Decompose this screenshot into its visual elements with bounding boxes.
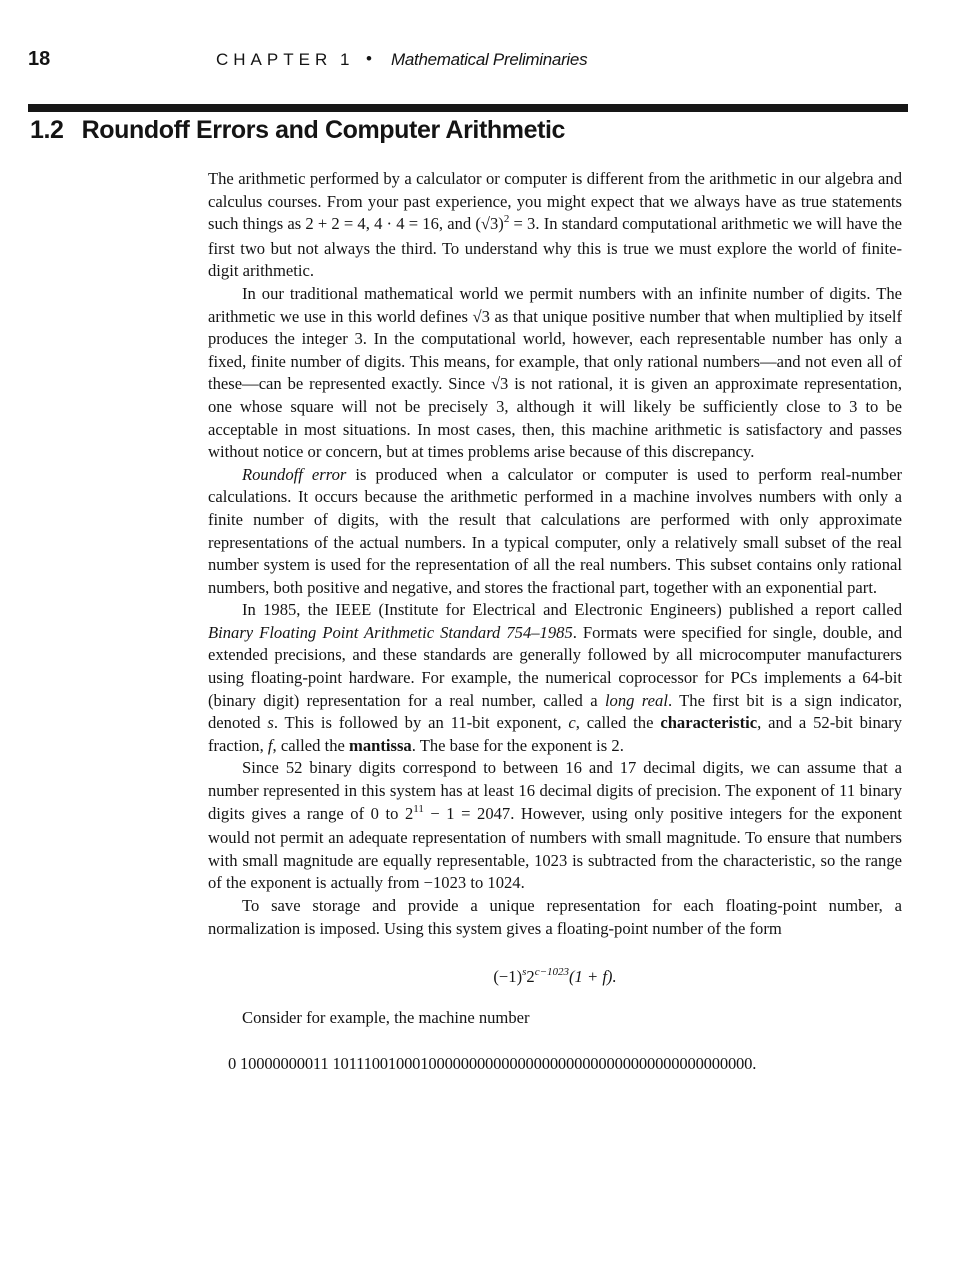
paragraph-4-text-c: . The first bit is a sign indicator, denoted: [208, 690, 902, 733]
paragraph-3: [208, 464, 902, 600]
formula-exponent: c−1023: [534, 966, 569, 979]
paragraph-5-text-a: Since 52 binary digits correspond to between 16 and 17 decimal digits, we can assume that a number represented in this system has at least 16 decimal digits of precision. The exponent of 11 binary digits gives a range of 0 to 2: [208, 758, 902, 823]
paragraph-4-text-g: , called the: [272, 735, 350, 755]
paragraph-7: Consider for example, the machine number: [242, 1007, 530, 1027]
page-number: 18: [28, 48, 51, 70]
term-roundoff-error: Roundoff error: [242, 464, 347, 484]
formula-base: (−1): [493, 967, 523, 987]
var-c: c: [568, 713, 576, 733]
chapter-number: 1: [340, 50, 350, 69]
paragraph-1: [208, 168, 902, 283]
term-characteristic: characteristic: [660, 713, 758, 733]
paragraph-1-text-b: = 3. In standard computational arithmetic we will have the first two but not always the third. To understand why this is true we must explore the world of finite-digit arithmetic.: [208, 214, 902, 281]
chapter-title: Mathematical Preliminaries: [391, 50, 588, 69]
normalized-form-formula: [208, 966, 902, 991]
chapter-label: CHAPTER: [216, 50, 333, 69]
section-heading: [30, 116, 565, 145]
formula-sign-exponent: s: [522, 966, 527, 979]
paragraph-5: [208, 757, 902, 895]
superscript: 2: [503, 213, 510, 226]
term-long-real: long real: [604, 690, 668, 710]
term-mantissa: mantissa: [349, 735, 412, 755]
paragraph-3-text: is produced when a calculator or computer is used to perform real-number calculations. It occurs because the arithmetic performed in a machine involves numbers with only a finite number of digits, with the result that calculations are performed with only approximate representations of the actual numbers. In a typical computer, only a relatively small subset of the real number system is used for the representation of all the real numbers. This subset contains only rational numbers, both positive and negative, and stores the fractional part, together with an exponential part.: [208, 464, 902, 597]
var-f: f: [267, 735, 273, 755]
formula-two: 2: [526, 967, 535, 987]
paragraph-4-text-a: In 1985, the IEEE (Institute for Electrical and Electronic Engineers) published a report called: [242, 600, 902, 620]
paragraph-4-text-b: . Formats were specified for single, double, and extended precisions, and these standards are generally followed by all microcomputer manufacturers using floating-point hardware. For example, the numerical coprocessor for PCs implements a 64-bit (binary digit) representation for a real number, called a: [208, 622, 902, 710]
section-number: 1.2: [30, 116, 64, 144]
body-text: [208, 168, 902, 1076]
paragraph-4: [208, 599, 902, 757]
paragraph-4-text-d: . This is followed by an 11-bit exponent,: [273, 713, 569, 733]
section-rule: [28, 104, 908, 112]
paragraph-4-text-e: , called the: [575, 713, 661, 733]
standard-title: Binary Floating Point Arithmetic Standard 754–1985: [208, 622, 573, 642]
superscript: 11: [413, 802, 424, 815]
paragraph-1-text-a: The arithmetic performed by a calculator or computer is different from the arithmetic in our algebra and calculus courses. From your past experience, you might expect that we always have as true statements such things as 2 + 2 = 4, 4 · 4 = 16, and (√3): [208, 169, 902, 234]
formula-tail: (1 + f).: [569, 967, 617, 987]
paragraph-4-text-h: . The base for the exponent is 2.: [411, 735, 624, 755]
paragraph-5-text-b: − 1 = 2047. However, using only positive integers for the exponent would not permit an adequate representation of numbers with small magnitude. To ensure that numbers with small magnitude are equally representable, 1023 is subtracted from the characteristic, so the range of the exponent is actually from −1023 to 1024.: [208, 803, 902, 893]
bullet-separator: •: [366, 49, 372, 68]
paragraph-4-text-f: , and a 52-bit binary fraction,: [208, 713, 902, 755]
running-head: [28, 48, 928, 72]
machine-number: 0 10000000011 1011100100010000000000000000000000000000000000000000.: [228, 1054, 757, 1074]
var-s: s: [267, 713, 274, 733]
section-title: Roundoff Errors and Computer Arithmetic: [81, 116, 566, 144]
paragraph-6: To save storage and provide a unique representation for each floating-point number, a normalization is imposed. Using this system gives a floating-point number of the form: [208, 896, 902, 938]
paragraph-2: In our traditional mathematical world we permit numbers with an infinite number of digits. The arithmetic we use in this world defines √3 as that unique positive number that when multiplied by itself produces the integer 3. In the computational world, however, each representable number has only a fixed, finite number of digits. This means, for example, that only rational numbers—and not even all of these—can be represented exactly. Since √3 is not rational, it is given an approximate representation, one whose square will not be precisely 3, although it will likely be sufficiently close to 3 to be acceptable in most situations. In most cases, then, this machine arithmetic is satisfactory and passes without notice or concern, but at times problems arise because of this discrepancy.: [208, 283, 902, 462]
